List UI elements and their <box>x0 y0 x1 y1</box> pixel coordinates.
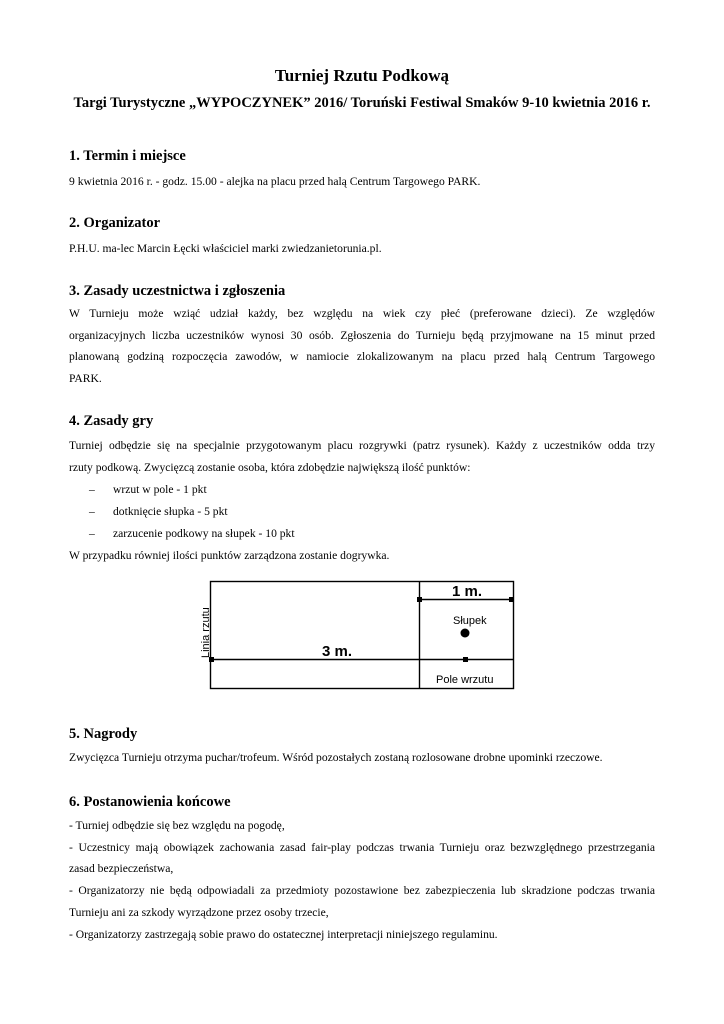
post-label: Słupek <box>453 615 487 627</box>
width-label: 1 m. <box>452 583 483 600</box>
postanowienia-list <box>69 815 655 945</box>
playing-field-diagram <box>195 578 525 696</box>
bullet-dash: – <box>89 483 95 496</box>
paragraph-line: organizacyjnych liczba uczestników wynosi 30 osób. Zgłoszenia do Turnieju będą przyjmowane na 15 minut przed <box>69 328 655 342</box>
paragraph-line: rzuty podkową. Zwycięzcą zostanie osoba, która zdobędzie największą ilość punktów: <box>69 460 471 474</box>
organizator-text: P.H.U. ma-lec Marcin Łęcki właściciel marki zwiedzanietorunia.pl. <box>69 242 382 255</box>
termin-text: 9 kwietnia 2016 r. - godz. 15.00 - alejka na placu przed halą Centrum Targowego PARK. <box>69 175 481 188</box>
section-heading-postanowienia: 6. Postanowienia końcowe <box>69 794 231 810</box>
paragraph-line: PARK. <box>69 372 102 386</box>
list-item <box>69 523 295 545</box>
section-heading-zasady-gry: 4. Zasady gry <box>69 413 154 429</box>
section-heading-zasady-uczestnictwa: 3. Zasady uczestnictwa i zgłoszenia <box>69 283 286 299</box>
zasady-gry-intro <box>69 435 655 478</box>
list-item: - Organizatorzy nie będą odpowiadali za przedmioty pozostawione bez zabezpieczenia lub skradzione podczas trwania <box>69 884 655 898</box>
document-subtitle: Targi Turystyczne „WYPOCZYNEK” 2016/ Toruński Festiwal Smaków 9-10 kwietnia 2016 r. <box>73 95 651 111</box>
list-item <box>69 501 228 523</box>
list-item: - Turniej odbędzie się bez względu na pogodę, <box>69 819 285 832</box>
list-item <box>69 479 207 501</box>
width-line-end-marker <box>509 597 514 602</box>
distance-label: 3 m. <box>322 643 353 660</box>
paragraph-line: planowaną godziną rozpoczęcia zawodów, w namiocie zlokalizowanym na placu przed halą Centrum Targowego <box>69 350 655 364</box>
zasady-uczestnictwa-paragraph <box>69 303 655 390</box>
post-marker <box>461 629 470 638</box>
list-item: zasad bezpieczeństwa, <box>69 862 174 876</box>
distance-line-end-marker <box>463 657 468 662</box>
list-item: - Uczestnicy mają obowiązek zachowania zasad fair-play podczas trwania Turnieju oraz bezwzględnego przestrzegania <box>69 840 655 854</box>
bullet-text: wrzut w pole - 1 pkt <box>113 483 207 496</box>
nagrody-text: Zwycięzca Turnieju otrzyma puchar/trofeum. Wśród pozostałych zostaną rozlosowane drobne upominki rzeczowe. <box>69 751 603 764</box>
bullet-text: zarzucenie podkowy na słupek - 10 pkt <box>113 527 295 540</box>
list-item: Turnieju ani za szkody wyrządzone przez osoby trzecie, <box>69 905 329 919</box>
section-heading-organizator: 2. Organizator <box>69 215 161 231</box>
document-title: Turniej Rzutu Podkową <box>274 66 450 85</box>
list-item: - Organizatorzy zastrzegają sobie prawo do ostatecznej interpretacji niniejszego regulaminu. <box>69 927 498 941</box>
section-heading-termin: 1. Termin i miejsce <box>69 148 186 164</box>
bullet-text: dotknięcie słupka - 5 pkt <box>113 505 228 518</box>
bullet-dash: – <box>89 505 95 518</box>
zasady-gry-outro: W przypadku równiej ilości punktów zarządzona zostanie dogrywka. <box>69 549 390 562</box>
section-heading-nagrody: 5. Nagrody <box>69 726 138 742</box>
width-line-start-marker <box>417 597 422 602</box>
paragraph-line: W Turnieju może wziąć udział każdy, bez względu na wiek czy płeć (preferowane dzieci). Ze względów <box>69 307 655 320</box>
field-label: Pole wrzutu <box>436 674 494 686</box>
bullet-dash: – <box>89 527 95 540</box>
throw-line-label: Linia rzutu <box>200 607 212 658</box>
paragraph-line: Turniej odbędzie się na specjalnie przygotowanym placu rozgrywki (patrz rysunek). Każdy z uczestników odda trzy <box>69 439 655 452</box>
